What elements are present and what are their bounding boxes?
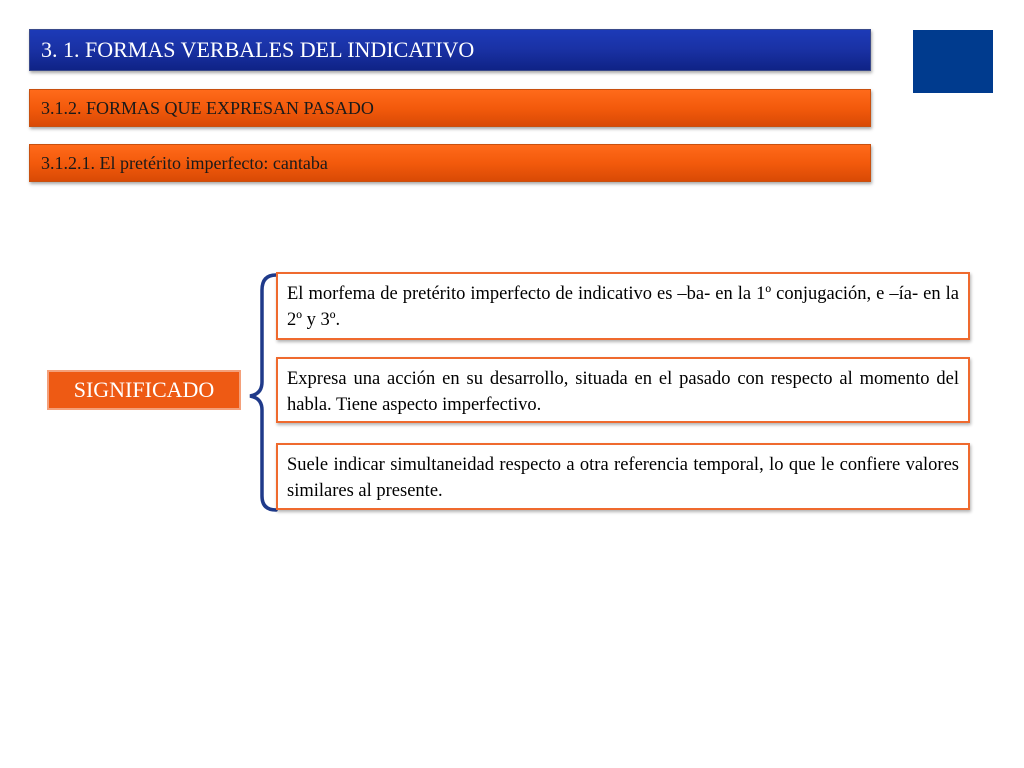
info-box-accion: Expresa una acción en su desarrollo, situada en el pasado con respecto al momento del habla. Tiene aspecto imperfectivo. [276,357,970,423]
slide-title: 3. 1. FORMAS VERBALES DEL INDICATIVO [29,29,871,71]
subsubsection-heading: 3.1.2.1. El pretérito imperfecto: cantaba [29,144,871,182]
info-box-simultaneidad: Suele indicar simultaneidad respecto a otra referencia temporal, lo que le confiere valores similares al presente. [276,443,970,510]
info-box-morfema: El morfema de pretérito imperfecto de indicativo es –ba- en la 1º conjugación, e –ía- en la 2º y 3º. [276,272,970,340]
subsection-heading: 3.1.2. FORMAS QUE EXPRESAN PASADO [29,89,871,127]
curly-brace-icon [240,270,280,516]
corner-logo-square [913,30,993,93]
significado-label: SIGNIFICADO [47,370,241,410]
